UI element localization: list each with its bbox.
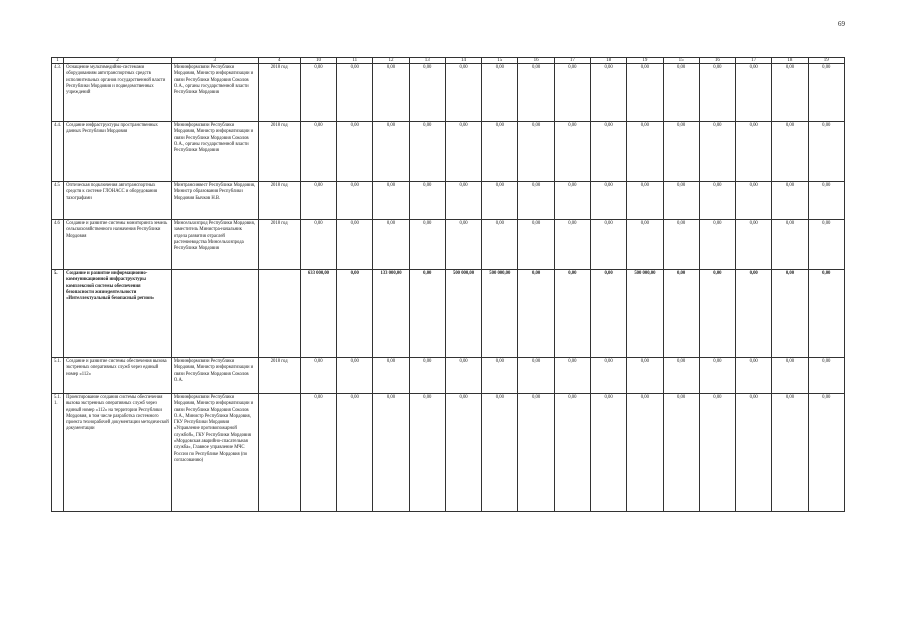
funding-value: 0,00: [736, 270, 772, 358]
funding-value: 0,00: [627, 182, 663, 220]
funding-value: 0,00: [627, 220, 663, 270]
funding-value: 0,00: [808, 270, 844, 358]
funding-value: 0,00: [373, 394, 409, 512]
funding-value: 0,00: [373, 358, 409, 394]
funding-value: 633 000,00: [300, 270, 336, 358]
funding-value: 0,00: [518, 122, 554, 182]
funding-value: 0,00: [590, 64, 626, 122]
funding-value: 0,00: [699, 182, 735, 220]
table-row: [52, 394, 845, 512]
funding-value: 0,00: [699, 358, 735, 394]
funding-value: 0,00: [663, 358, 699, 394]
column-header: 17: [554, 58, 590, 64]
column-header: 15: [663, 58, 699, 64]
funding-value: 133 000,00: [373, 270, 409, 358]
funding-value: 0,00: [409, 394, 445, 512]
funding-value: 0,00: [518, 182, 554, 220]
funding-value: 0,00: [627, 122, 663, 182]
funding-value: 0,00: [373, 220, 409, 270]
funding-value: 0,00: [373, 182, 409, 220]
funding-value: 500 000,00: [482, 270, 518, 358]
funding-value: 0,00: [409, 270, 445, 358]
row-number: 4.4.: [52, 122, 64, 182]
funding-value: 0,00: [482, 122, 518, 182]
funding-value: 0,00: [663, 64, 699, 122]
funding-value: 0,00: [772, 64, 808, 122]
funding-value: 0,00: [445, 220, 481, 270]
funding-value: 0,00: [554, 182, 590, 220]
row-number: 4.5: [52, 182, 64, 220]
funding-value: 0,00: [300, 64, 336, 122]
column-header: 16: [518, 58, 554, 64]
funding-value: 0,00: [554, 220, 590, 270]
funding-value: 0,00: [518, 64, 554, 122]
activity-name: Создание и развитие системы обеспечения вызова экстренных оперативных служб через единый номер «112»: [64, 358, 172, 394]
column-header: 13: [409, 58, 445, 64]
funding-value: 0,00: [627, 64, 663, 122]
funding-value: 0,00: [482, 182, 518, 220]
deadline-cell: 2018 год: [258, 182, 300, 220]
table-row: [52, 220, 845, 270]
funding-value: 0,00: [808, 358, 844, 394]
row-number: 5.1.: [52, 358, 64, 394]
table-row: [52, 270, 845, 358]
funding-value: 0,00: [445, 358, 481, 394]
executor-cell: Мининформсвязи Республики Мордовия, Министр информатизации и связи Республики Мордовия Соколов О.А., Министр Республики Мордовия, ГКУ Республики Мордовия «Управление противопожарной службой», ГКУ Республики Мордовия «Мордовская аварийно-спасательная служба», Главное управление МЧС России по Республике Мордовия (по согласованию): [171, 394, 258, 512]
funding-value: 0,00: [627, 358, 663, 394]
funding-value: 0,00: [663, 182, 699, 220]
funding-value: 0,00: [337, 394, 373, 512]
funding-value: 0,00: [337, 122, 373, 182]
executor-cell: Минтрансинвест Республики Мордовия, Министр образования Республики Мордовия Бычков Н.В.: [171, 182, 258, 220]
funding-value: 0,00: [554, 358, 590, 394]
funding-value: 0,00: [518, 358, 554, 394]
deadline-cell: 2018 год: [258, 122, 300, 182]
funding-value: 0,00: [699, 394, 735, 512]
funding-value: 0,00: [482, 394, 518, 512]
funding-value: 0,00: [808, 220, 844, 270]
column-header: 4: [258, 58, 300, 64]
funding-value: 0,00: [445, 64, 481, 122]
funding-value: 0,00: [409, 220, 445, 270]
funding-value: 0,00: [373, 64, 409, 122]
funding-value: 0,00: [699, 220, 735, 270]
deadline-cell: 2018 год: [258, 220, 300, 270]
funding-value: 0,00: [337, 64, 373, 122]
funding-value: 0,00: [518, 220, 554, 270]
funding-value: 0,00: [409, 64, 445, 122]
funding-value: 0,00: [554, 394, 590, 512]
funding-value: 0,00: [300, 358, 336, 394]
funding-value: 0,00: [337, 220, 373, 270]
funding-value: 500 000,00: [627, 270, 663, 358]
table-row: [52, 64, 845, 122]
funding-value: 0,00: [482, 220, 518, 270]
activity-name: Оптическая подключения автотранспортных средств к системе ГЛОНАСС и оборудования тахографами: [64, 182, 172, 220]
funding-value: 0,00: [445, 122, 481, 182]
column-header: 1: [52, 58, 64, 64]
table-row: [52, 182, 845, 220]
funding-value: 0,00: [627, 394, 663, 512]
funding-value: 0,00: [409, 122, 445, 182]
column-header: 19: [808, 58, 844, 64]
column-header: 11: [337, 58, 373, 64]
funding-value: 0,00: [663, 220, 699, 270]
funding-value: 0,00: [736, 182, 772, 220]
funding-value: 0,00: [590, 358, 626, 394]
funding-value: 0,00: [445, 182, 481, 220]
funding-value: 0,00: [772, 220, 808, 270]
row-number: 4.6: [52, 220, 64, 270]
deadline-cell: 2018 год: [258, 64, 300, 122]
executor-cell: [171, 270, 258, 358]
funding-value: 0,00: [590, 270, 626, 358]
funding-value: 0,00: [373, 122, 409, 182]
funding-value: 0,00: [300, 182, 336, 220]
activity-name: Создание инфраструктуры пространственных данных Республики Мордовия: [64, 122, 172, 182]
activity-name: Создание и развитие информационно-коммуникационной инфраструктуры комплексной системы обеспечения безопасности жизнедеятельности «Интеллектуальный безопасный регион»: [64, 270, 172, 358]
funding-value: 0,00: [300, 220, 336, 270]
funding-value: 0,00: [663, 122, 699, 182]
funding-value: 0,00: [736, 122, 772, 182]
row-number: 4.3.: [52, 64, 64, 122]
funding-value: 0,00: [337, 358, 373, 394]
funding-value: 0,00: [736, 394, 772, 512]
activity-name: Оснащение мультимедийно-системами оборудованиям автотранспортных средств исполнительных органов государственной власти Республики Мордовия и подведомственных учреждений: [64, 64, 172, 122]
funding-value: 0,00: [736, 220, 772, 270]
activity-name: Проектирование создания системы обеспечения вызова экстренных оперативных служб через единый номер «112» на территории Республики Мордовия, в том числе разработка системного проекта технорабочей документации методической документации: [64, 394, 172, 512]
funding-value: 500 000,00: [445, 270, 481, 358]
funding-value: 0,00: [518, 270, 554, 358]
funding-value: 0,00: [590, 220, 626, 270]
funding-value: 0,00: [590, 182, 626, 220]
activity-name: Создание и развитие системы мониторинга земель сельскохозяйственного назначения Республики Мордовия: [64, 220, 172, 270]
funding-value: 0,00: [772, 122, 808, 182]
deadline-cell: 2018 год: [258, 358, 300, 394]
funding-value: 0,00: [409, 358, 445, 394]
funding-value: 0,00: [300, 394, 336, 512]
column-header: 18: [772, 58, 808, 64]
funding-value: 0,00: [337, 182, 373, 220]
funding-value: 0,00: [736, 358, 772, 394]
row-number: 5.: [52, 270, 64, 358]
funding-value: 0,00: [808, 64, 844, 122]
funding-value: 0,00: [554, 270, 590, 358]
page-number: 69: [838, 20, 845, 28]
funding-value: 0,00: [482, 358, 518, 394]
deadline-cell: [258, 394, 300, 512]
executor-cell: Мининформсвязи Республики Мордовия, Министр информатизации и связи Республики Мордовия Соколов О.А.: [171, 358, 258, 394]
funding-value: 0,00: [808, 122, 844, 182]
funding-value: 0,00: [518, 394, 554, 512]
funding-value: 0,00: [663, 394, 699, 512]
funding-value: 0,00: [772, 358, 808, 394]
column-header: 10: [300, 58, 336, 64]
funding-value: 0,00: [699, 270, 735, 358]
column-header: 14: [445, 58, 481, 64]
column-header: 18: [590, 58, 626, 64]
funding-value: 0,00: [736, 64, 772, 122]
funding-value: 0,00: [772, 270, 808, 358]
funding-value: 0,00: [699, 122, 735, 182]
column-header: 17: [736, 58, 772, 64]
funding-value: 0,00: [772, 394, 808, 512]
funding-value: 0,00: [699, 64, 735, 122]
funding-value: 0,00: [482, 64, 518, 122]
deadline-cell: [258, 270, 300, 358]
plan-table: [51, 57, 845, 512]
funding-value: 0,00: [337, 270, 373, 358]
funding-value: 0,00: [554, 64, 590, 122]
column-header: 2: [64, 58, 172, 64]
funding-value: 0,00: [554, 122, 590, 182]
funding-value: 0,00: [663, 270, 699, 358]
funding-value: 0,00: [808, 182, 844, 220]
funding-value: 0,00: [772, 182, 808, 220]
table-row: [52, 358, 845, 394]
column-header: 3: [171, 58, 258, 64]
column-header: 15: [482, 58, 518, 64]
executor-cell: Мининформсвязи Республики Мордовия, Министр информатизации и связи Республики Мордовия Соколов О.А., органы государственной власти Республики Мордовия: [171, 64, 258, 122]
executor-cell: Минсельхозпрод Республики Мордовия, заместитель Министра-начальник отдела развития отраслей растениеводства Минсельхозпрода Республики Мордовия: [171, 220, 258, 270]
column-header: 19: [627, 58, 663, 64]
funding-value: 0,00: [808, 394, 844, 512]
executor-cell: Мининформсвязи Республики Мордовия, Министр информатизации и связи Республики Мордовия Соколов О.А., органы государственной власти Республики Мордовия: [171, 122, 258, 182]
funding-value: 0,00: [590, 122, 626, 182]
table-row: [52, 122, 845, 182]
funding-value: 0,00: [409, 182, 445, 220]
funding-value: 0,00: [590, 394, 626, 512]
row-number: 5.1.1.: [52, 394, 64, 512]
funding-value: 0,00: [445, 394, 481, 512]
column-header: 16: [699, 58, 735, 64]
funding-value: 0,00: [300, 122, 336, 182]
column-header: 12: [373, 58, 409, 64]
